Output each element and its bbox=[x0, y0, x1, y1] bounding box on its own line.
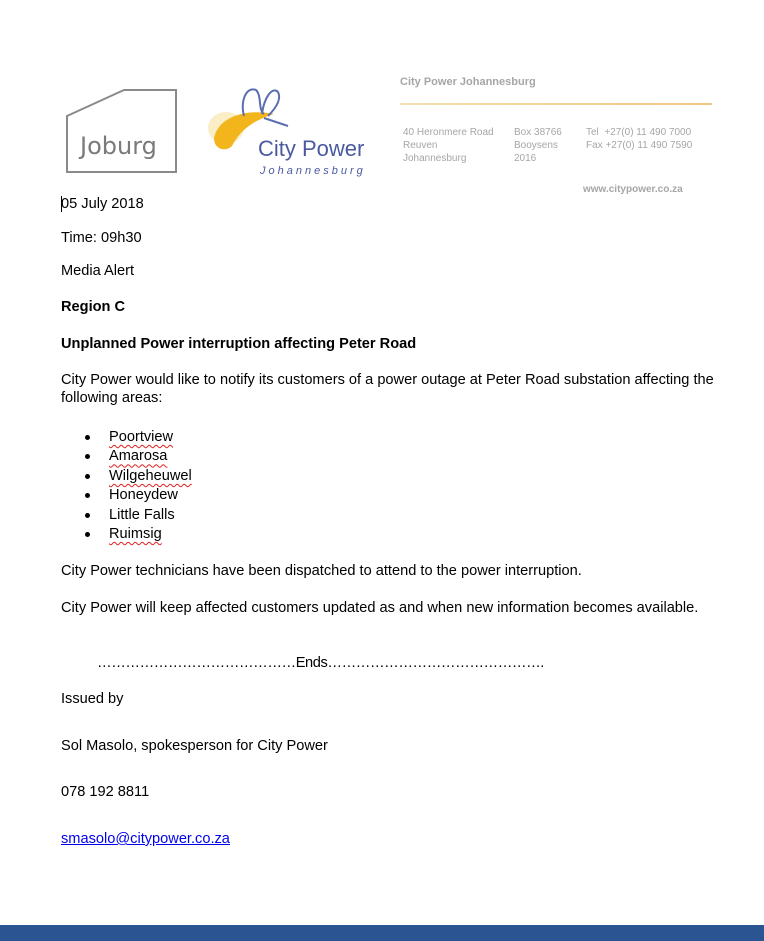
phone-number: 078 192 8811 bbox=[61, 784, 150, 800]
box-line: Booysens bbox=[514, 140, 558, 151]
list-item bbox=[85, 467, 192, 486]
affected-areas-list bbox=[85, 428, 192, 544]
updates-paragraph: City Power will keep affected customers updated as and when new information becomes available. bbox=[61, 600, 699, 616]
joburg-logo bbox=[66, 88, 178, 174]
bullet-icon bbox=[85, 454, 90, 459]
release-time: Time: 09h30 bbox=[61, 230, 142, 246]
region-heading: Region C bbox=[61, 299, 126, 315]
area-name: Amarosa bbox=[109, 448, 168, 465]
address-line: Reuven bbox=[403, 140, 438, 151]
bullet-icon bbox=[85, 474, 90, 479]
address-block bbox=[403, 126, 494, 165]
list-item bbox=[85, 525, 192, 544]
area-name: Honeydew bbox=[109, 487, 178, 504]
spokesperson: Sol Masolo, spokesperson for City Power bbox=[61, 738, 328, 754]
release-date: 05 July 2018 bbox=[61, 196, 144, 212]
fax-line: Fax +27(0) 11 490 7590 bbox=[586, 140, 693, 151]
bullet-icon bbox=[85, 435, 90, 440]
bullet-icon bbox=[85, 513, 90, 518]
technicians-paragraph: City Power technicians have been dispatched to attend to the power interruption. bbox=[61, 563, 582, 579]
footer-bar bbox=[0, 925, 764, 941]
email-link[interactable]: smasolo@citypower.co.za bbox=[61, 831, 230, 847]
tel-line: Tel +27(0) 11 490 7000 bbox=[586, 127, 692, 138]
list-item bbox=[85, 506, 192, 525]
address-line: 40 Heronmere Road bbox=[403, 127, 494, 138]
box-line: 2016 bbox=[514, 153, 537, 164]
joburg-logo-text: Joburg bbox=[80, 132, 157, 160]
release-type: Media Alert bbox=[61, 263, 135, 279]
intro-paragraph: City Power would like to notify its customers of a power outage at Peter Road substation affecting the following areas: bbox=[61, 372, 714, 406]
ends-marker: ……………………………………Ends………………………………………. bbox=[97, 655, 544, 671]
headline: Unplanned Power interruption affecting Peter Road bbox=[61, 336, 417, 352]
area-name: Poortview bbox=[109, 429, 174, 445]
letterhead-divider bbox=[400, 103, 712, 105]
city-power-logo bbox=[204, 80, 384, 180]
contact-block bbox=[586, 126, 692, 152]
city-power-logo-sub: Johannesburg bbox=[260, 165, 366, 177]
issued-by: Issued by bbox=[61, 691, 124, 707]
company-name: City Power Johannesburg bbox=[400, 76, 536, 88]
list-item bbox=[85, 486, 192, 505]
area-name: Little Falls bbox=[109, 506, 175, 523]
city-power-logo-name: City Power bbox=[258, 136, 365, 161]
bullet-icon bbox=[85, 493, 90, 498]
box-line: Box 38766 bbox=[514, 127, 562, 138]
area-name: Ruimsig bbox=[109, 525, 162, 542]
website: www.citypower.co.za bbox=[583, 184, 683, 195]
list-item bbox=[85, 447, 192, 466]
po-box-block bbox=[514, 126, 562, 165]
area-name: Wilgeheuwel bbox=[109, 467, 192, 484]
address-line: Johannesburg bbox=[403, 153, 467, 164]
list-item bbox=[85, 428, 192, 447]
bullet-icon bbox=[85, 532, 90, 537]
